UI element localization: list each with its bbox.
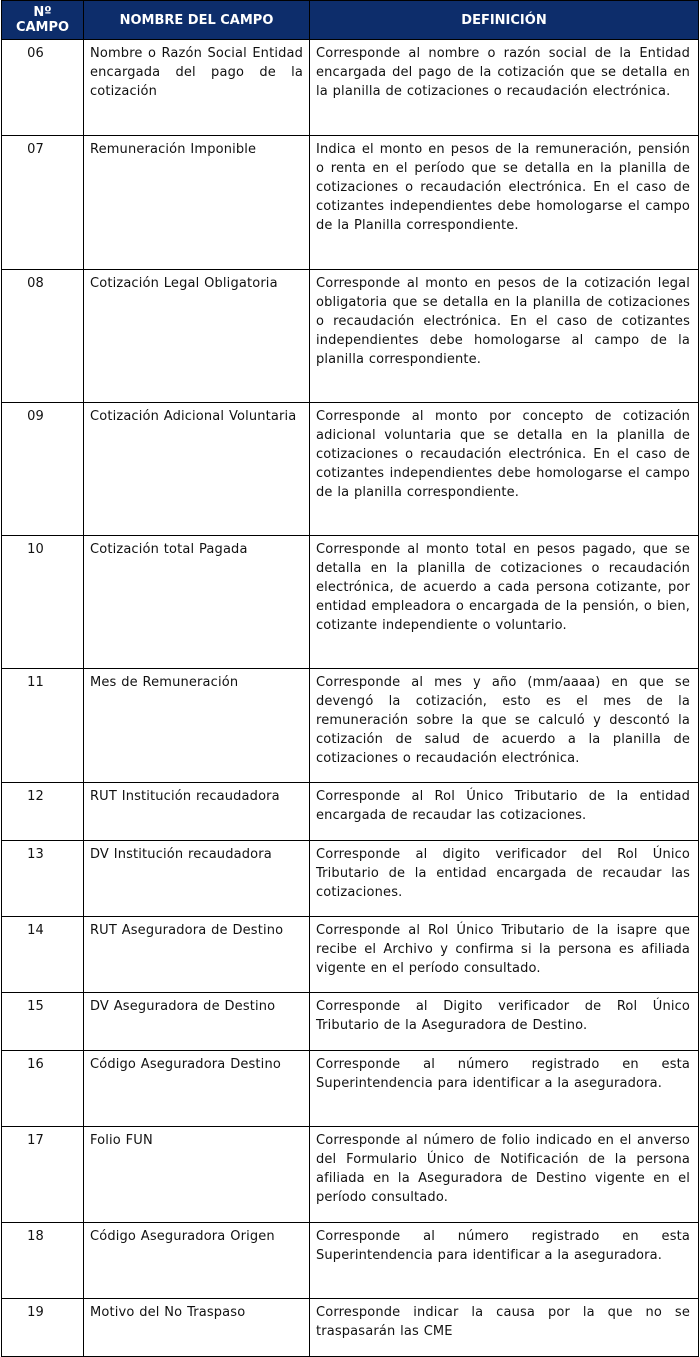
- field-name: Motivo del No Traspaso: [84, 1299, 310, 1357]
- table-row: [2, 783, 699, 841]
- field-name: Cotización Legal Obligatoria: [84, 270, 310, 403]
- field-name: DV Institución recaudadora: [84, 841, 310, 917]
- table-header: [2, 1, 699, 40]
- table-row: [2, 403, 699, 536]
- field-number: 09: [2, 403, 84, 536]
- header-definition: DEFINICIÓN: [310, 1, 699, 40]
- field-name: RUT Institución recaudadora: [84, 783, 310, 841]
- table-row: [2, 993, 699, 1051]
- field-name: RUT Aseguradora de Destino: [84, 917, 310, 993]
- table-row: [2, 917, 699, 993]
- field-definition: Indica el monto en pesos de la remuneración, pensión o renta en el período que se detalla en la planilla de cotizaciones o recaudación electrónica. En el caso de cotizantes independientes debe homologarse el campo de la Planilla correspondiente.: [310, 136, 699, 270]
- table-row: [2, 1127, 699, 1223]
- header-field-number: [2, 1, 84, 40]
- table-row: [2, 40, 699, 136]
- field-definition: Corresponde al número registrado en esta Superintendencia para identificar a la aseguradora.: [310, 1223, 699, 1299]
- field-name: Remuneración Imponible: [84, 136, 310, 270]
- field-definition: Corresponde indicar la causa por la que no se traspasarán las CME: [310, 1299, 699, 1357]
- table-row: [2, 1051, 699, 1127]
- field-definition: Corresponde al monto en pesos de la cotización legal obligatoria que se detalla en la planilla de cotizaciones o recaudación electrónica. En el caso de cotizantes independientes debe homologarse al campo de la planilla correspondiente.: [310, 270, 699, 403]
- field-name: Mes de Remuneración: [84, 669, 310, 783]
- field-number: 10: [2, 536, 84, 669]
- field-number: 16: [2, 1051, 84, 1127]
- field-number: 14: [2, 917, 84, 993]
- field-definition: Corresponde al Rol Único Tributario de la entidad encargada de recaudar las cotizaciones.: [310, 783, 699, 841]
- field-definition: Corresponde al monto total en pesos pagado, que se detalla en la planilla de cotizaciones o recaudación electrónica, de acuerdo a cada persona cotizante, por entidad empleadora o encargada de la pensión, o bien, cotizante independiente o voluntario.: [310, 536, 699, 669]
- field-number: 18: [2, 1223, 84, 1299]
- field-number: 17: [2, 1127, 84, 1223]
- field-definition: Corresponde al número de folio indicado en el anverso del Formulario Único de Notificación de la persona afiliada en la Aseguradora de Destino vigente en el período consultado.: [310, 1127, 699, 1223]
- field-name: Cotización Adicional Voluntaria: [84, 403, 310, 536]
- field-number: 15: [2, 993, 84, 1051]
- field-number: 07: [2, 136, 84, 270]
- header-row: [2, 1, 699, 40]
- field-number: 11: [2, 669, 84, 783]
- field-name: Código Aseguradora Destino: [84, 1051, 310, 1127]
- field-number: 12: [2, 783, 84, 841]
- field-number: 13: [2, 841, 84, 917]
- field-definition: Corresponde al nombre o razón social de la Entidad encargada del pago de la cotización que se detalla en la planilla de cotizaciones o recaudación electrónica.: [310, 40, 699, 136]
- field-definition: Corresponde al monto por concepto de cotización adicional voluntaria que se detalla en la planilla de cotizaciones o recaudación electrónica. En el caso de cotizantes independientes debe homologarse el campo de la planilla correspondiente.: [310, 403, 699, 536]
- table-row: [2, 841, 699, 917]
- field-definition: Corresponde al mes y año (mm/aaaa) en que se devengó la cotización, esto es el mes de la remuneración sobre la que se calculó y descontó la cotización de salud de acuerdo a la planilla de cotizaciones o recaudación electrónica.: [310, 669, 699, 783]
- field-definition: Corresponde al digito verificador del Rol Único Tributario de la entidad encargada de recaudar las cotizaciones.: [310, 841, 699, 917]
- table-row: [2, 536, 699, 669]
- field-definition: Corresponde al Rol Único Tributario de la isapre que recibe el Archivo y confirma si la persona es afiliada vigente en el período consultado.: [310, 917, 699, 993]
- field-definitions-table: [1, 0, 699, 1357]
- field-number: 19: [2, 1299, 84, 1357]
- field-number: 08: [2, 270, 84, 403]
- table-row: [2, 1223, 699, 1299]
- table-row: [2, 136, 699, 270]
- field-number: 06: [2, 40, 84, 136]
- header-field-number-line1: Nº: [33, 5, 52, 20]
- field-name: DV Aseguradora de Destino: [84, 993, 310, 1051]
- field-name: Nombre o Razón Social Entidad encargada del pago de la cotización: [84, 40, 310, 136]
- field-name: Cotización total Pagada: [84, 536, 310, 669]
- table-row: [2, 669, 699, 783]
- field-definition: Corresponde al Digito verificador de Rol Único Tributario de la Aseguradora de Destino.: [310, 993, 699, 1051]
- field-name: Código Aseguradora Origen: [84, 1223, 310, 1299]
- header-field-name: NOMBRE DEL CAMPO: [84, 1, 310, 40]
- table-row: [2, 270, 699, 403]
- field-definition: Corresponde al número registrado en esta Superintendencia para identificar a la aseguradora.: [310, 1051, 699, 1127]
- header-field-number-line2: CAMPO: [15, 20, 70, 35]
- table-row: [2, 1299, 699, 1357]
- field-name: Folio FUN: [84, 1127, 310, 1223]
- table-body: [2, 40, 699, 1357]
